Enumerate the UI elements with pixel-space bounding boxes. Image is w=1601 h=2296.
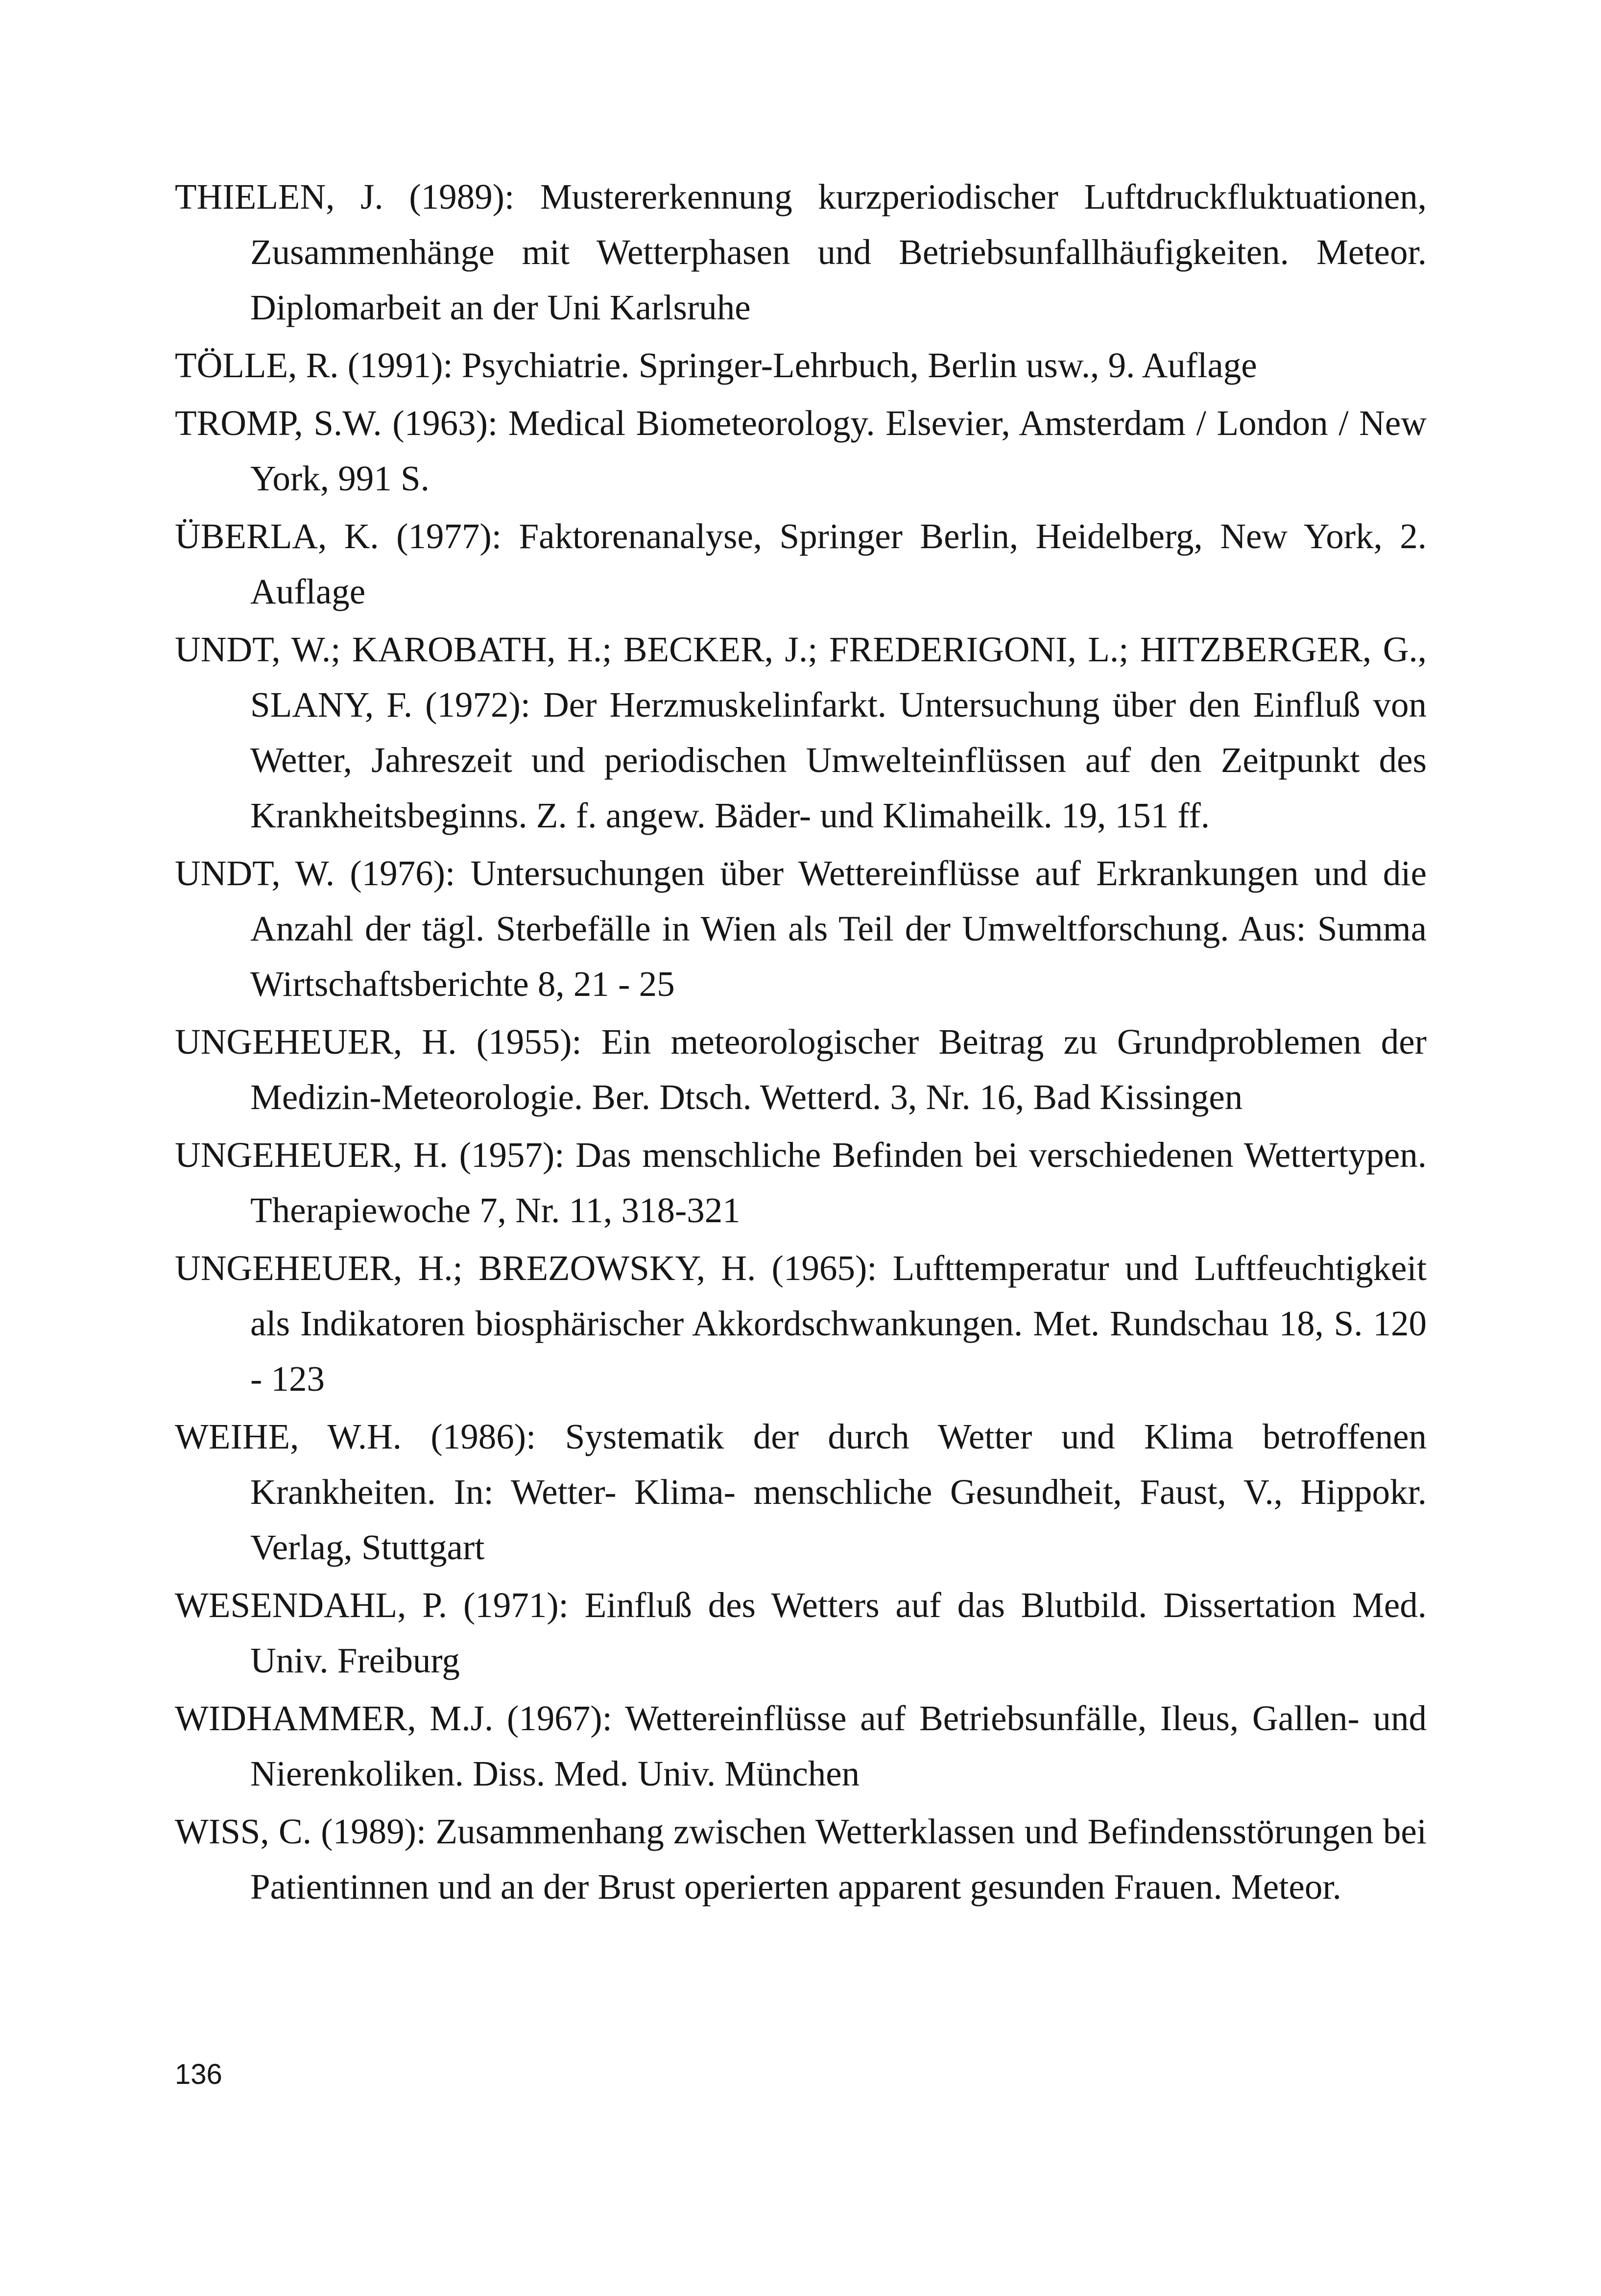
reference-entry: WISS, C. (1989): Zusammenhang zwischen Wetterklassen und Befindensstörungen bei Patientinnen und an der Brust operierten apparent gesunden Frauen. Meteor. [175, 1812, 1427, 1907]
reference-entry: WIDHAMMER, M.J. (1967): Wettereinflüsse auf Betriebsunfälle, Ileus, Gallen- und Nierenkoliken. Diss. Med. Univ. München [175, 1698, 1427, 1793]
reference-entry: UNDT, W.; KAROBATH, H.; BECKER, J.; FREDERIGONI, L.; HITZBERGER, G., SLANY, F. (1972): Der Herzmuskelinfarkt. Untersuchung über den Einfluß von Wetter, Jahreszeit und periodischen Umwelteinflüssen auf den Zeitpunkt des Krankheitsbeginns. Z. f. angew. Bäder- und Klimaheilk. 19, 151 ff. [175, 629, 1427, 835]
reference-entry: TÖLLE, R. (1991): Psychiatrie. Springer-Lehrbuch, Berlin usw., 9. Auflage [175, 345, 1257, 385]
reference-entry: WEIHE, W.H. (1986): Systematik der durch Wetter und Klima betroffenen Krankheiten. In: Wetter- Klima- menschliche Gesundheit, Faust, V., Hippokr. Verlag, Stuttgart [175, 1417, 1427, 1567]
page-number: 136 [175, 2058, 222, 2090]
reference-list [175, 169, 1427, 1917]
reference-entry: WESENDAHL, P. (1971): Einfluß des Wetters auf das Blutbild. Dissertation Med. Univ. Freiburg [175, 1585, 1427, 1680]
reference-entry: UNGEHEUER, H. (1957): Das menschliche Befinden bei verschiedenen Wettertypen. Therapiewoche 7, Nr. 11, 318-321 [175, 1135, 1427, 1230]
reference-entry: ÜBERLA, K. (1977): Faktorenanalyse, Springer Berlin, Heidelberg, New York, 2. Auflage [175, 516, 1427, 611]
reference-entry: UNGEHEUER, H. (1955): Ein meteorologischer Beitrag zu Grundproblemen der Medizin-Meteorologie. Ber. Dtsch. Wetterd. 3, Nr. 16, Bad Kissingen [175, 1022, 1427, 1117]
reference-entry: THIELEN, J. (1989): Mustererkennung kurzperiodischer Luftdruckfluktuationen, Zusammenhänge mit Wetterphasen und Betriebsunfallhäufigkeiten. Meteor. Diplomarbeit an der Uni Karlsruhe [175, 177, 1427, 327]
reference-entry: TROMP, S.W. (1963): Medical Biometeorology. Elsevier, Amsterdam / London / New York, 991 S. [175, 403, 1427, 498]
reference-entry: UNDT, W. (1976): Untersuchungen über Wettereinflüsse auf Erkrankungen und die Anzahl der tägl. Sterbefälle in Wien als Teil der Umweltforschung. Aus: Summa Wirtschaftsberichte 8, 21 - 25 [175, 853, 1427, 1004]
reference-entry: UNGEHEUER, H.; BREZOWSKY, H. (1965): Lufttemperatur und Luftfeuchtigkeit als Indikatoren biosphärischer Akkordschwankungen. Met. Rundschau 18, S. 120 - 123 [175, 1248, 1427, 1399]
